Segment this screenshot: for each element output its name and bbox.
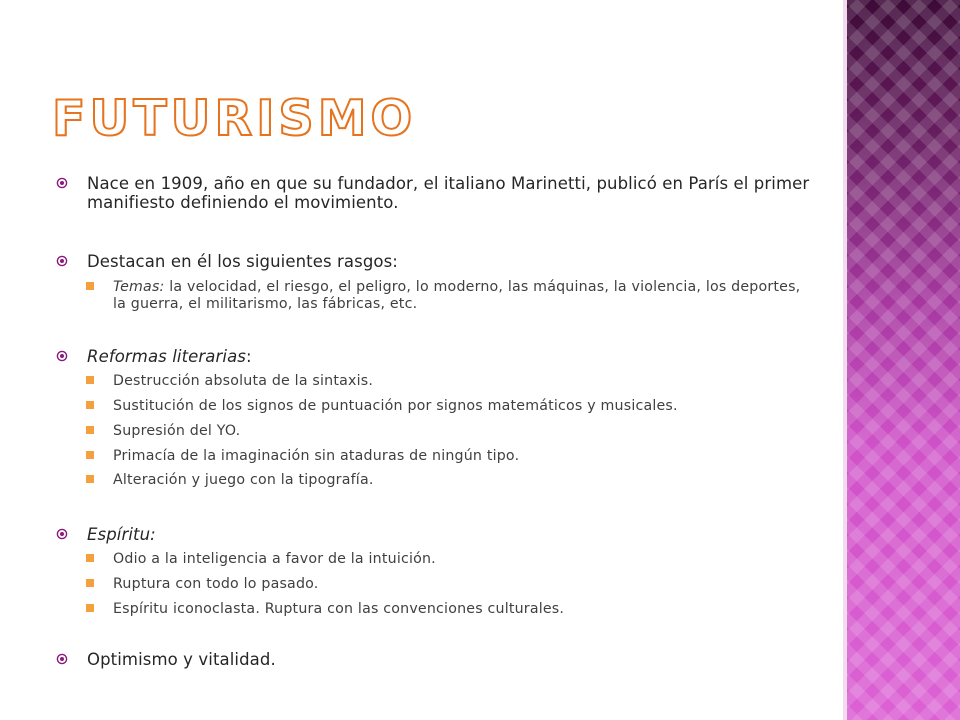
bullet-text-italic: Reformas literarias — [87, 347, 246, 366]
square-bullet-icon — [86, 282, 94, 290]
circle-dot-icon — [56, 255, 68, 267]
bullet-text: Destacan en él los siguientes rasgos: — [87, 252, 398, 271]
bullet-item — [56, 174, 816, 212]
bullet-text: Optimismo y vitalidad. — [87, 650, 276, 669]
sub-bullet-text: Ruptura con todo lo pasado. — [113, 576, 319, 592]
sub-bullet-item — [86, 448, 806, 465]
sub-bullet-item — [86, 472, 806, 489]
circle-dot-icon — [56, 653, 68, 665]
square-bullet-icon — [86, 401, 94, 409]
sub-bullet-item — [86, 398, 806, 415]
sub-bullet-text: Primacía de la imaginación sin ataduras de ningún tipo. — [113, 448, 520, 464]
circle-dot-icon — [56, 177, 68, 189]
decorative-side-band — [847, 0, 960, 720]
square-bullet-icon — [86, 475, 94, 483]
sub-bullet-text: la velocidad, el riesgo, el peligro, lo moderno, las máquinas, la violencia, los deportes, la guerra, el militarismo, las fábricas, etc. — [113, 279, 801, 312]
sub-bullet-item — [86, 373, 806, 390]
square-bullet-icon — [86, 376, 94, 384]
sub-bullet-item — [86, 576, 806, 593]
bullet-text-after: : — [246, 347, 252, 366]
circle-dot-icon — [56, 350, 68, 362]
sub-bullet-item — [86, 423, 806, 440]
bullet-item — [56, 525, 816, 544]
square-bullet-icon — [86, 451, 94, 459]
bullet-item — [56, 347, 816, 366]
sub-bullet-label: Temas: — [113, 279, 165, 295]
bullet-item — [56, 650, 816, 669]
square-bullet-icon — [86, 604, 94, 612]
sub-bullet-text: Destrucción absoluta de la sintaxis. — [113, 373, 374, 389]
bullet-text: Nace en 1909, año en que su fundador, el italiano Marinetti, publicó en París el primer manifiesto definiendo el movimiento. — [87, 174, 810, 212]
square-bullet-icon — [86, 554, 94, 562]
sub-bullet-item — [86, 551, 806, 568]
sub-bullet-text: Sustitución de los signos de puntuación por signos matemáticos y musicales. — [113, 398, 678, 414]
slide-title: FUTURISMO — [52, 90, 417, 147]
sub-bullet-text: Alteración y juego con la tipografía. — [113, 472, 374, 488]
bullet-text-italic: Espíritu: — [87, 525, 156, 544]
square-bullet-icon — [86, 579, 94, 587]
sub-bullet-text: Espíritu iconoclasta. Ruptura con las convenciones culturales. — [113, 601, 565, 617]
sub-bullet-text: Supresión del YO. — [113, 423, 241, 439]
sub-bullet-item — [86, 601, 806, 618]
square-bullet-icon — [86, 426, 94, 434]
circle-dot-icon — [56, 528, 68, 540]
sub-bullet-text: Odio a la inteligencia a favor de la intuición. — [113, 551, 436, 567]
bullet-item — [56, 252, 816, 271]
sub-bullet-item — [86, 279, 806, 313]
